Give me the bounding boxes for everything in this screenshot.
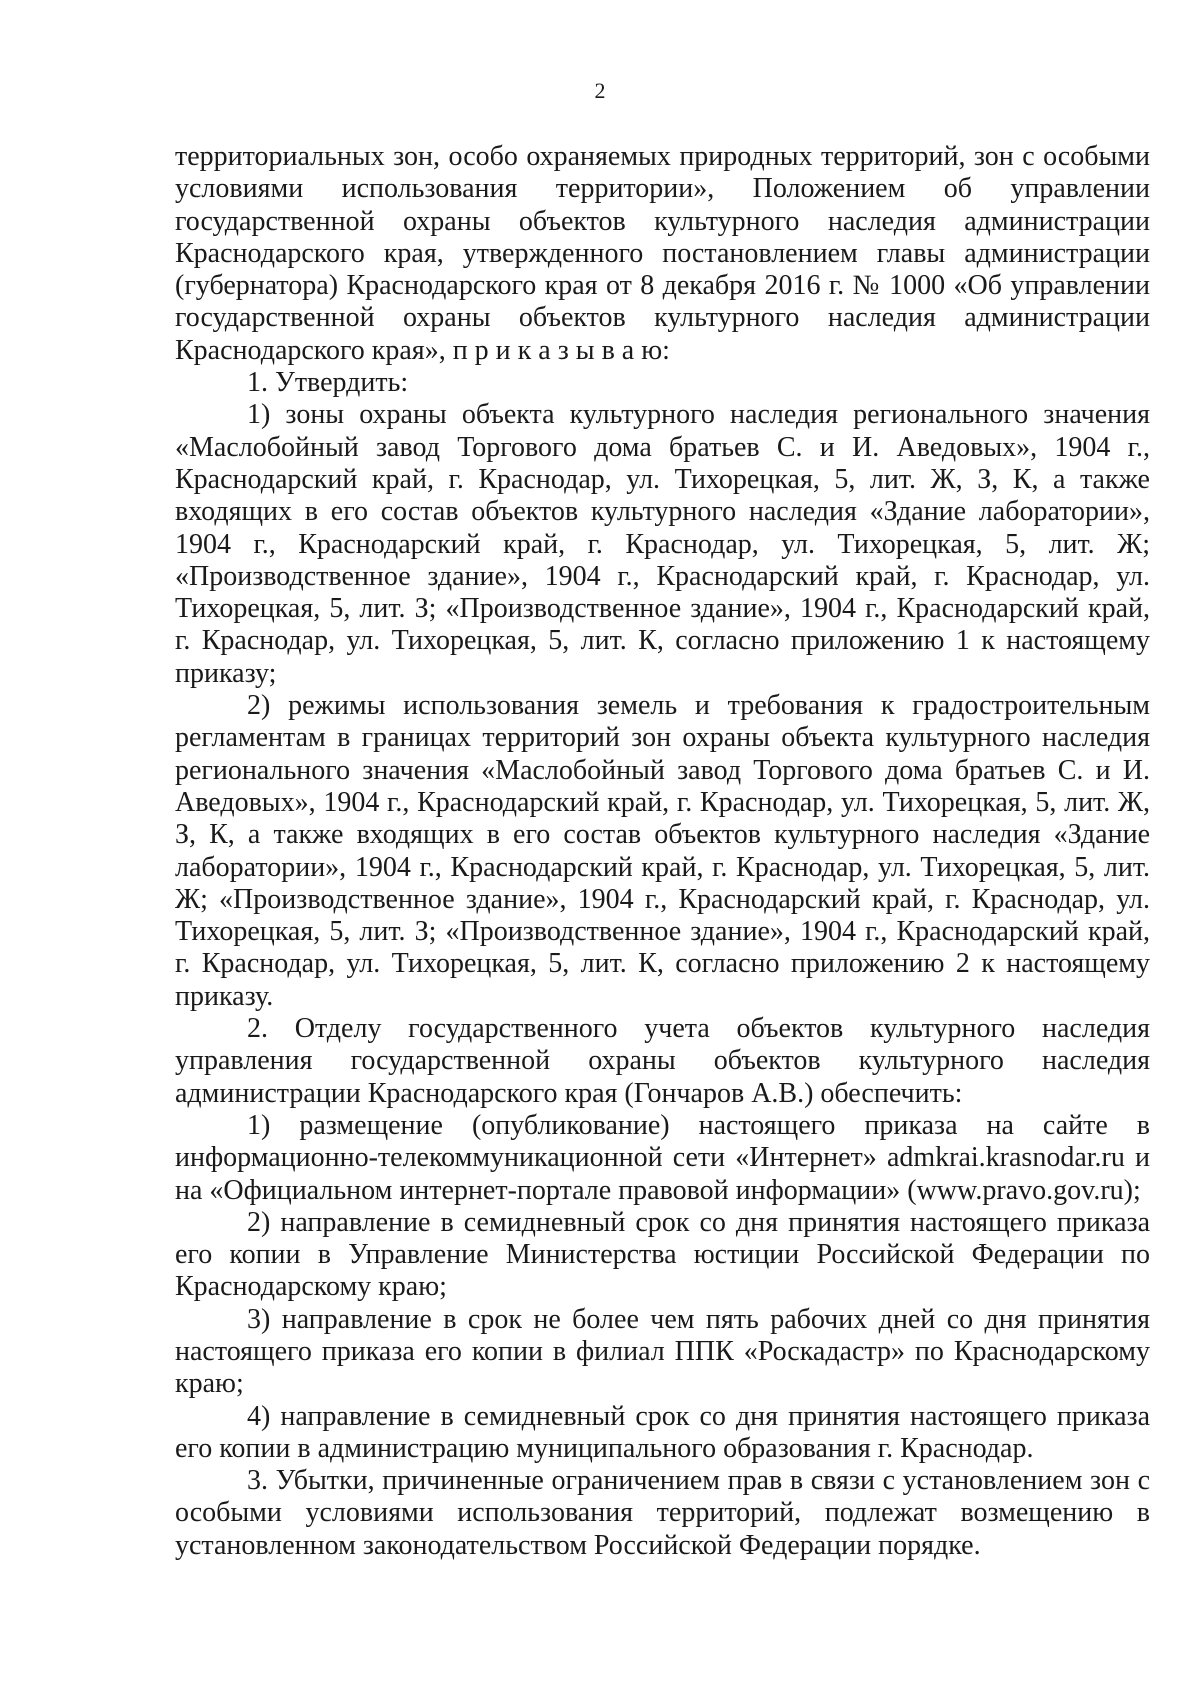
document-body [175,141,1150,1562]
paragraph-item-2-3-roskadastr: 3) направление в срок не более чем пять рабочих дней со дня принятия настоящего приказа его копии в филиал ППК «Роскадастр» по Краснодарскому краю; [175,1303,1150,1400]
page-number: 2 [594,78,606,103]
paragraph-preamble-continuation: территориальных зон, особо охраняемых природных территорий, зон с особыми условиями использования территории», Положением об управлении государственной охраны объектов культурного наследия администрации Краснодарского края, утвержденного постановлением главы администрации (губернатора) Краснодарского края от 8 декабря 2016 г. № 1000 «Об управлении государственной охраны объектов культурного наследия администрации Краснодарского края», п р и к а з ы в а ю: [175,141,1150,366]
paragraph-item-1-approve: 1. Утвердить: [247,367,409,399]
paragraph-item-2-4-municipal-administration: 4) направление в семидневный срок со дня принятия настоящего приказа его копии в администрацию муниципального образования г. Краснодар. [175,1400,1150,1464]
paragraph-item-2-department-duties: 2. Отделу государственного учета объектов культурного наследия управления государственной охраны объектов культурного наследия администрации Краснодарского края (Гончаров А.В.) обеспечить: [175,1013,1150,1109]
paragraph-item-2-2-ministry-of-justice: 2) направление в семидневный срок со дня принятия настоящего приказа его копии в Управление Министерства юстиции Российской Федерации по Краснодарскому краю; [175,1206,1150,1303]
paragraph-item-1-2-land-use-regimes: 2) режимы использования земель и требования к градостроительным регламентам в границах территорий зон охраны объекта культурного наследия регионального значения «Маслобойный завод Торгового дома братьев С. и И. Аведовых», 1904 г., Краснодарский край, г. Краснодар, ул. Тихорецкая, 5, лит. Ж, З, К, а также входящих в его состав объектов культурного наследия «Здание лаборатории», 1904 г., Краснодарский край, г. Краснодар, ул. Тихорецкая, 5, лит. Ж; «Производственное здание», 1904 г., Краснодарский край, г. Краснодар, ул. Тихорецкая, 5, лит. З; «Производственное здание», 1904 г., Краснодарский край, г. Краснодар, ул. Тихорецкая, 5, лит. К, согласно приложению 2 к настоящему приказу. [175,690,1150,1012]
paragraph-item-2-1-publication: 1) размещение (опубликование) настоящего приказа на сайте в информационно-телекоммуникационной сети «Интернет» admkrai.krasnodar.ru и на «Официальном интернет-портале правовой информации» (www.pravo.gov.ru); [175,1109,1150,1206]
paragraph-item-3-losses: 3. Убытки, причиненные ограничением прав в связи с установлением зон с особыми условиями использования территорий, подлежат возмещению в установленном законодательством Российской Федерации порядке. [175,1465,1150,1561]
paragraph-item-1-1-protection-zones: 1) зоны охраны объекта культурного наследия регионального значения «Маслобойный завод Торгового дома братьев С. и И. Аведовых», 1904 г., Краснодарский край, г. Краснодар, ул. Тихорецкая, 5, лит. Ж, З, К, а также входящих в его состав объектов культурного наследия «Здание лаборатории», 1904 г., Краснодарский край, г. Краснодар, ул. Тихорецкая, 5, лит. Ж; «Производственное здание», 1904 г., Краснодарский край, г. Краснодар, ул. Тихорецкая, 5, лит. З; «Производственное здание», 1904 г., Краснодарский край, г. Краснодар, ул. Тихорецкая, 5, лит. К, согласно приложению 1 к настоящему приказу; [175,399,1150,689]
